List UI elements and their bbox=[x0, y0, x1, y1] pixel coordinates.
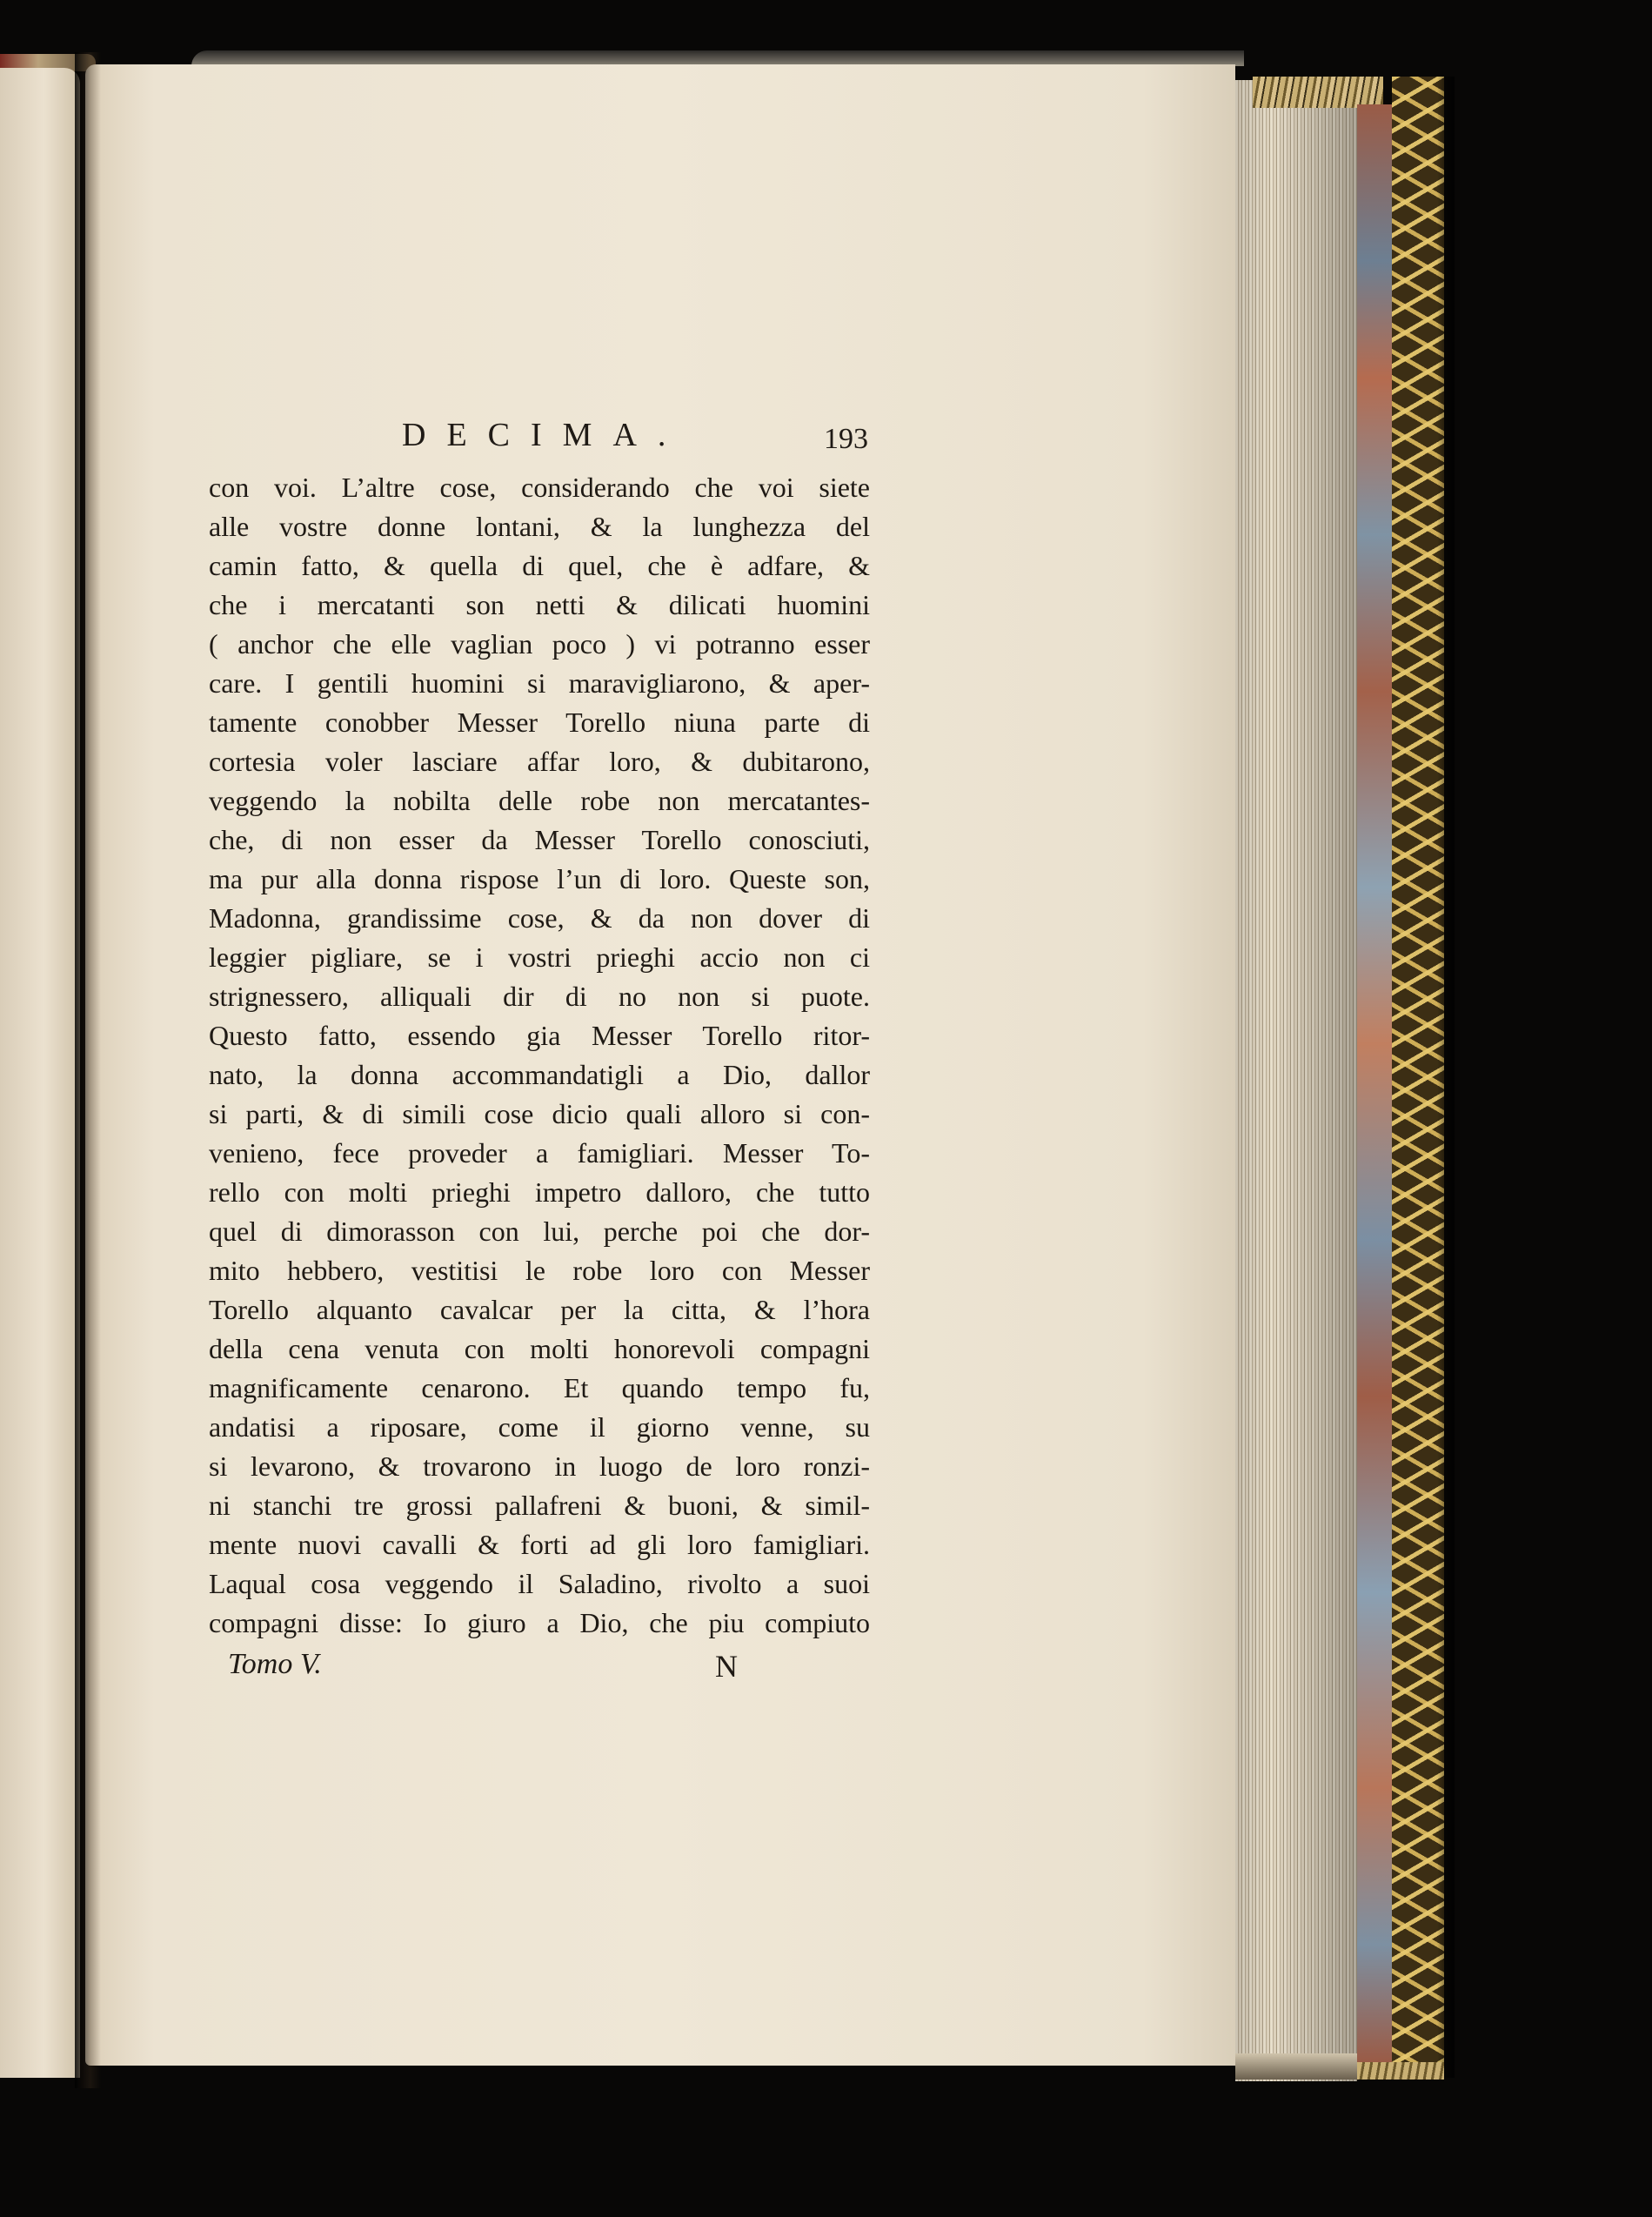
text-line: strignessero, alliquali dir di no non si puote. bbox=[209, 981, 870, 1012]
bottom-cover-edge bbox=[1357, 2062, 1444, 2080]
text-line: che i mercatanti son netti & dilicati huomini bbox=[209, 589, 870, 620]
gutter-shadow bbox=[75, 52, 101, 2088]
running-head-title: DECIMA. bbox=[402, 417, 687, 453]
text-line: cortesia voler lasciare affar loro, & dubitarono, bbox=[209, 746, 870, 777]
text-line: venieno, fece proveder a famigliari. Messer To- bbox=[209, 1137, 870, 1169]
running-head bbox=[209, 416, 870, 468]
text-line: mito hebbero, vestitisi le robe loro con Messer bbox=[209, 1255, 870, 1286]
text-line: ma pur alla donna rispose l’un di loro. Queste son, bbox=[209, 863, 870, 894]
text-line: Laqual cosa veggendo il Saladino, rivolto a suoi bbox=[209, 1568, 870, 1599]
page-number: 193 bbox=[824, 423, 868, 455]
text-line: compagni disse: Io giuro a Dio, che piu compiuto bbox=[209, 1607, 870, 1638]
text-line: leggier pigliare, se i vostri prieghi accio non ci bbox=[209, 941, 870, 973]
fore-edge-shade bbox=[1235, 80, 1357, 2081]
text-line: della cena venuta con molti honorevoli compagni bbox=[209, 1333, 870, 1364]
text-line: veggendo la nobilta delle robe non mercatantes- bbox=[209, 785, 870, 816]
signature-mark: N bbox=[715, 1649, 738, 1684]
text-line: Torello alquanto cavalcar per la citta, & l’hora bbox=[209, 1294, 870, 1325]
text-line: care. I gentili huomini si maravigliarono, & aper- bbox=[209, 667, 870, 699]
text-line: ni stanchi tre grossi pallafreni & buoni, & simil- bbox=[209, 1490, 870, 1521]
text-line: ( anchor che elle vaglian poco ) vi potranno esser bbox=[209, 628, 870, 660]
text-line: quel di dimorasson con lui, perche poi che dor- bbox=[209, 1216, 870, 1247]
text-line: Madonna, grandissime cose, & da non dover di bbox=[209, 902, 870, 934]
text-line: alle vostre donne lontani, & la lunghezza del bbox=[209, 511, 870, 542]
text-block bbox=[209, 416, 870, 1691]
page-footer bbox=[209, 1648, 870, 1691]
gilded-spine bbox=[1392, 77, 1444, 2078]
text-line: con voi. L’altre cose, considerando che voi siete bbox=[209, 472, 870, 503]
spine-shadow bbox=[1437, 77, 1455, 2078]
text-line: magnificamente cenarono. Et quando tempo fu, bbox=[209, 1372, 870, 1403]
headband bbox=[1253, 77, 1383, 108]
text-line: si levarono, & trovarono in luogo de loro ronzi- bbox=[209, 1450, 870, 1482]
text-line: si parti, & di simili cose dicio quali alloro si con- bbox=[209, 1098, 870, 1129]
text-line: mente nuovi cavalli & forti ad gli loro famigliari. bbox=[209, 1529, 870, 1560]
text-line: che, di non esser da Messer Torello conosciuti, bbox=[209, 824, 870, 855]
text-line: rello con molti prieghi impetro dalloro, che tutto bbox=[209, 1176, 870, 1208]
text-line: Questo fatto, essendo gia Messer Torello ritor- bbox=[209, 1020, 870, 1051]
text-line: camin fatto, & quella di quel, che è adfare, & bbox=[209, 550, 870, 581]
body-text bbox=[209, 468, 870, 1643]
text-line: nato, la donna accommandatigli a Dio, dallor bbox=[209, 1059, 870, 1090]
text-line: andatisi a riposare, come il giorno venne, su bbox=[209, 1411, 870, 1443]
marbled-edge bbox=[1357, 104, 1395, 2062]
facing-page bbox=[0, 68, 80, 2078]
fore-edge-bottom bbox=[1235, 2053, 1366, 2080]
volume-label: Tomo V. bbox=[228, 1648, 322, 1680]
text-line: tamente conobber Messer Torello niuna parte di bbox=[209, 707, 870, 738]
